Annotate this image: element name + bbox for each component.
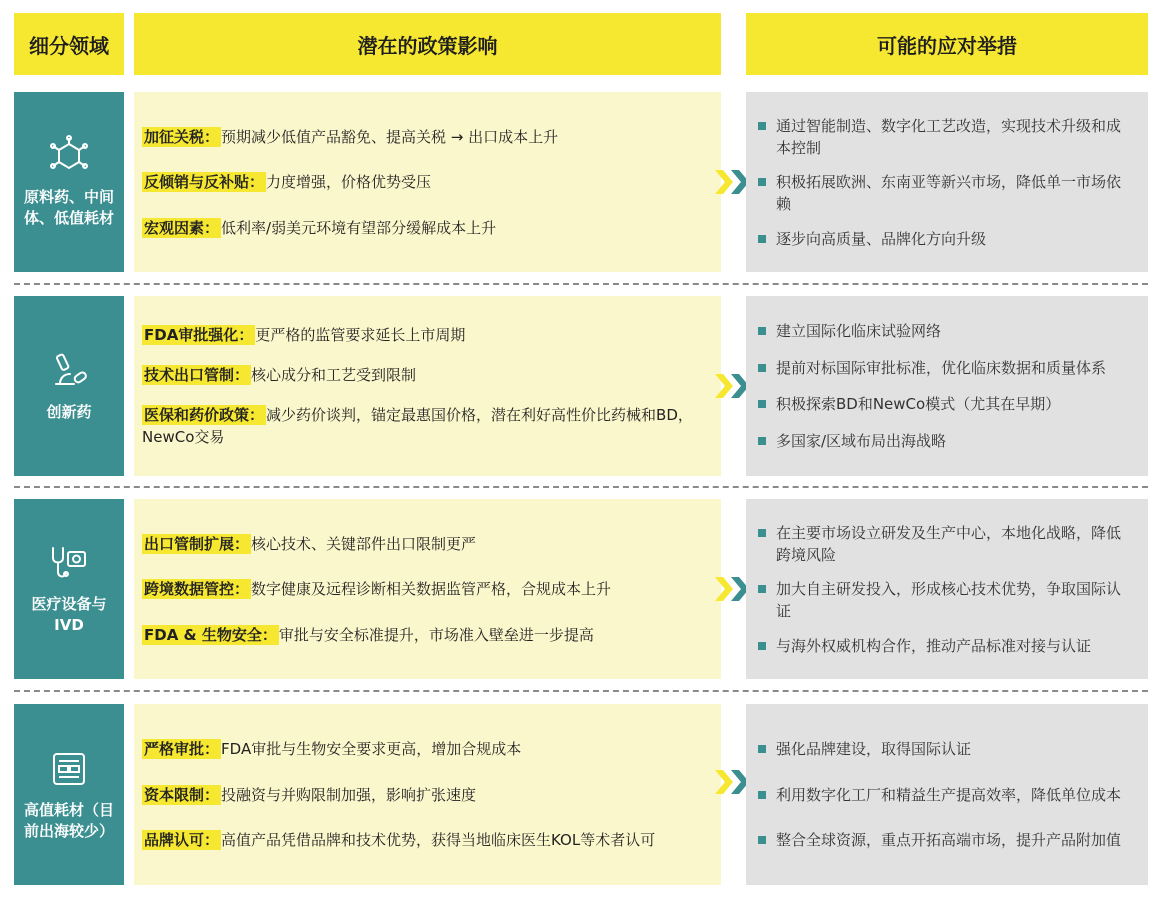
impact-key: 出口管制扩展：	[144, 534, 250, 553]
impact-text: 高值产品凭借品牌和技术优势，获得当地临床医生KOL等术者认可	[221, 831, 656, 850]
bullet-icon	[758, 364, 766, 372]
measure-item: 积极探索BD和NewCo模式（尤其在早期）	[758, 393, 1134, 415]
impact-text: 投融资与并购限制加强，影响扩张速度	[221, 785, 477, 804]
bullet-icon	[758, 437, 766, 445]
measure-item: 建立国际化临床试验网络	[758, 320, 1134, 342]
measure-item: 通过智能制造、数字化工艺改造，实现技术升级和成本控制	[758, 115, 1134, 159]
bullet-icon	[758, 585, 766, 593]
bullet-icon	[758, 745, 766, 753]
segment-label: 创新药	[46, 402, 92, 421]
molecule-icon	[48, 135, 90, 177]
impact-key: FDA & 生物安全：	[144, 625, 277, 644]
impact-text: FDA审批与生物安全要求更高，增加合规成本	[221, 739, 522, 758]
row-divider	[14, 486, 1148, 488]
impact-cell	[134, 296, 721, 476]
measures-cell	[746, 499, 1148, 679]
impact-text: 力度增强，价格优势受压	[266, 173, 432, 191]
impact-text: 核心技术、关键部件出口限制更严	[251, 534, 477, 553]
impact-key: 宏观因素：	[144, 218, 220, 237]
impact-item	[142, 171, 707, 193]
impact-item	[142, 126, 707, 148]
table-row	[0, 499, 1162, 679]
impact-text: 数字健康及远程诊断相关数据监管严格，合规成本上升	[251, 580, 612, 598]
row-divider	[14, 283, 1148, 285]
impact-item	[142, 364, 707, 386]
segment-cell	[14, 92, 124, 272]
impact-key: 加征关税：	[144, 127, 220, 146]
microscope-pill-icon	[48, 350, 90, 392]
measure-item: 在主要市场设立研发及生产中心，本地化战略，降低跨境风险	[758, 522, 1134, 566]
bullet-icon	[758, 235, 766, 243]
header-segment: 细分领域	[14, 13, 124, 75]
impact-item	[142, 324, 707, 346]
measure-item: 逐步向高质量、品牌化方向升级	[758, 228, 1134, 250]
segment-cell	[14, 296, 124, 476]
bullet-icon	[758, 836, 766, 844]
measure-item: 积极拓展欧洲、东南亚等新兴市场，降低单一市场依赖	[758, 171, 1134, 215]
segment-cell	[14, 704, 124, 885]
measures-cell	[746, 92, 1148, 272]
bullet-icon	[758, 642, 766, 650]
measure-item: 提前对标国际审批标准，优化临床数据和质量体系	[758, 357, 1134, 379]
header-measures: 可能的应对举措	[746, 13, 1148, 75]
impact-key: 医保和药价政策：	[144, 406, 265, 424]
device-panel-icon	[48, 748, 90, 790]
measure-item: 与海外权威机构合作，推动产品标准对接与认证	[758, 635, 1134, 657]
measure-item: 强化品牌建设，取得国际认证	[758, 738, 1134, 760]
impact-text: 审批与安全标准提升，市场准入壁垒进一步提高	[278, 625, 594, 644]
bullet-icon	[758, 529, 766, 537]
impact-item	[142, 829, 707, 851]
bullet-icon	[758, 178, 766, 186]
table-row	[0, 92, 1162, 272]
bullet-icon	[758, 791, 766, 799]
impact-item	[142, 217, 707, 239]
impact-cell	[134, 499, 721, 679]
bullet-icon	[758, 400, 766, 408]
table-row	[0, 296, 1162, 476]
impact-text: 减少药价谈判，锚定最惠国价格，潜在利好高性价比药械和BD，NewCo交易	[142, 406, 693, 446]
segment-label: 原料药、中间体、低值耗材	[23, 188, 114, 227]
impact-item	[142, 624, 707, 646]
measures-cell	[746, 704, 1148, 885]
row-divider	[14, 690, 1148, 692]
segment-label: 高值耗材（目前出海较少）	[23, 800, 114, 840]
impact-text: 低利率/弱美元环境有望部分缓解成本上升	[221, 218, 497, 237]
measures-cell	[746, 296, 1148, 476]
measure-item: 加大自主研发投入，形成核心技术优势，争取国际认证	[758, 578, 1134, 622]
impact-key: 反倾销与反补贴：	[144, 173, 265, 191]
impact-key: 技术出口管制：	[144, 366, 250, 384]
impact-key: FDA审批强化：	[144, 326, 254, 344]
measure-item: 利用数字化工厂和精益生产提高效率，降低单位成本	[758, 784, 1134, 806]
impact-item	[142, 578, 707, 600]
impact-cell	[134, 92, 721, 272]
impact-key: 资本限制：	[144, 785, 220, 804]
impact-cell	[134, 704, 721, 885]
bullet-icon	[758, 122, 766, 130]
impact-item	[142, 738, 707, 760]
impact-key: 跨境数据管控：	[144, 580, 250, 598]
impact-text: 核心成分和工艺受到限制	[251, 366, 417, 384]
impact-text: 更严格的监管要求延长上市周期	[255, 326, 466, 344]
impact-text: 预期减少低值产品豁免、提高关税 → 出口成本上升	[221, 127, 559, 146]
impact-item	[142, 533, 707, 555]
segment-label: 医疗设备与IVD	[31, 595, 107, 634]
header-impact: 潜在的政策影响	[134, 13, 721, 75]
bullet-icon	[758, 327, 766, 335]
measure-item: 多国家/区域布局出海战略	[758, 430, 1134, 452]
impact-key: 品牌认可：	[144, 831, 220, 850]
impact-item	[142, 404, 707, 448]
stethoscope-device-icon	[48, 542, 90, 584]
segment-cell	[14, 499, 124, 679]
table-row	[0, 704, 1162, 885]
measure-item: 整合全球资源，重点开拓高端市场，提升产品附加值	[758, 829, 1134, 851]
impact-item	[142, 784, 707, 806]
impact-key: 严格审批：	[144, 739, 220, 758]
